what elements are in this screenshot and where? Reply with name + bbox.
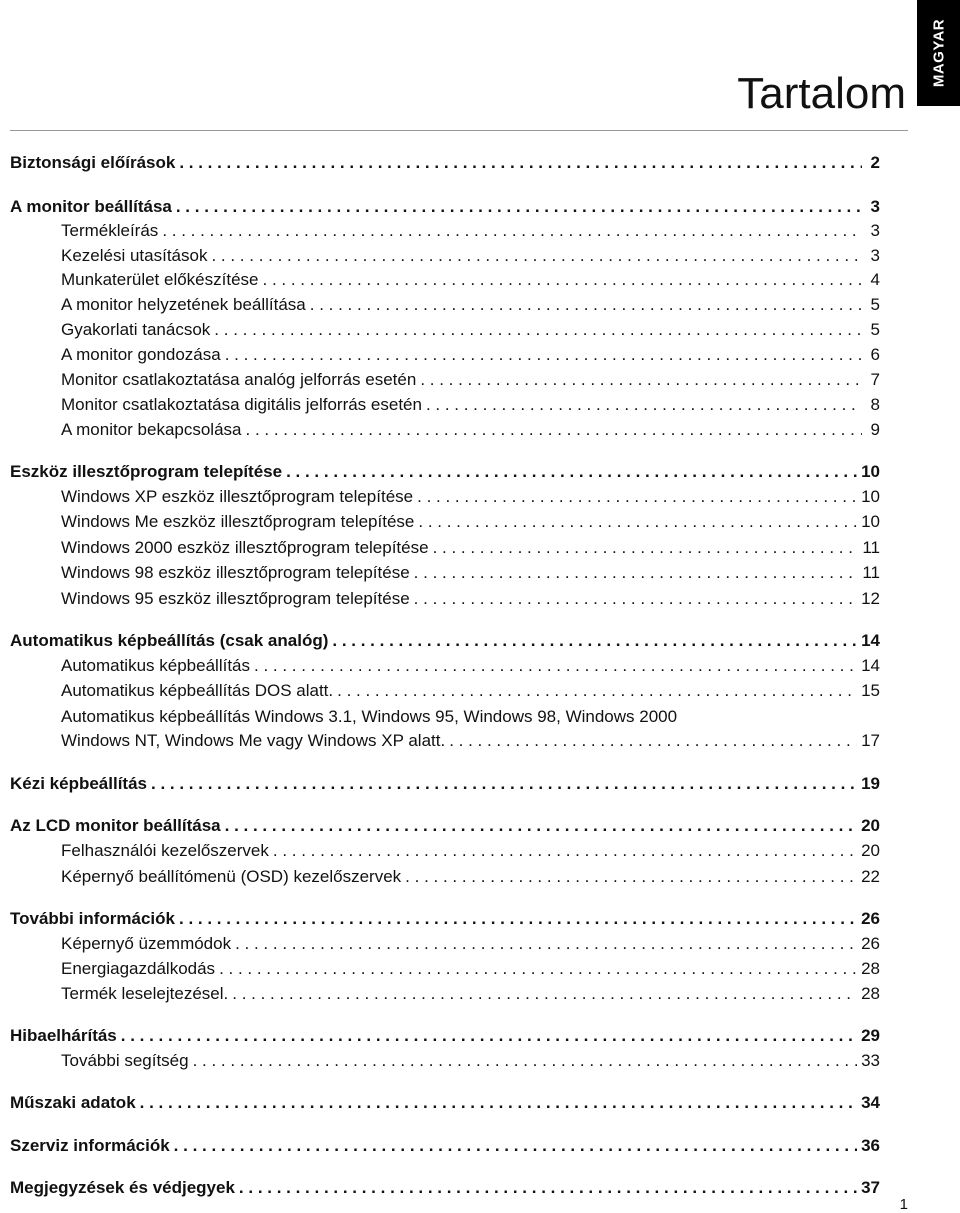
- toc-entry-label: A monitor beállítása: [10, 197, 172, 216]
- toc-entry-page: 7: [870, 370, 880, 389]
- toc-entry[interactable]: [10, 395, 880, 417]
- toc-entry[interactable]: [10, 246, 880, 268]
- toc-entry-label: Gyakorlati tanácsok: [61, 320, 211, 339]
- toc-entry[interactable]: [10, 370, 880, 392]
- toc-entry-label: Képernyő beállítómenü (OSD) kezelőszervek: [61, 867, 402, 886]
- toc-entry-page: 9: [870, 420, 880, 439]
- toc-entry-page: 19: [861, 774, 880, 793]
- dot-leader: [219, 959, 857, 979]
- dot-leader: [449, 731, 857, 751]
- toc-entry[interactable]: [10, 656, 880, 678]
- toc-entry[interactable]: [10, 487, 880, 509]
- toc-entry[interactable]: [10, 420, 880, 442]
- dot-leader: [273, 841, 857, 861]
- dot-leader: [225, 816, 857, 836]
- toc-entry-label: További segítség: [61, 1051, 189, 1070]
- toc-entry[interactable]: [10, 867, 880, 889]
- dot-leader: [286, 462, 857, 482]
- dot-leader: [193, 1051, 857, 1071]
- toc-entry[interactable]: [10, 197, 880, 219]
- toc-entry[interactable]: [10, 589, 880, 611]
- toc-entry-page: 37: [861, 1178, 880, 1197]
- toc-entry-page: 14: [861, 631, 880, 650]
- toc-entry-label: Automatikus képbeállítás DOS alatt.: [61, 681, 334, 700]
- toc-entry[interactable]: [10, 1051, 880, 1073]
- dot-leader: [179, 909, 857, 929]
- toc-entry-label: Monitor csatlakoztatása digitális jelforrás esetén: [61, 395, 422, 414]
- toc-entry[interactable]: [10, 1136, 880, 1158]
- toc-entry-page: 36: [861, 1136, 880, 1155]
- toc-entry-label: Szerviz információk: [10, 1136, 170, 1155]
- dot-leader: [254, 656, 857, 676]
- toc-entry[interactable]: [10, 934, 880, 956]
- dot-leader: [211, 246, 862, 266]
- dot-leader: [417, 487, 857, 507]
- toc-entry[interactable]: [10, 538, 880, 560]
- toc-entry[interactable]: [10, 774, 880, 796]
- toc-entry[interactable]: [10, 270, 880, 292]
- dot-leader: [235, 934, 857, 954]
- toc-entry-page: 10: [861, 462, 880, 481]
- toc-entry-label: Monitor csatlakoztatása analóg jelforrás esetén: [61, 370, 417, 389]
- dot-leader: [151, 774, 857, 794]
- toc-entry[interactable]: [10, 563, 880, 585]
- dot-leader: [310, 295, 862, 315]
- page-title: Tartalom: [737, 69, 906, 118]
- dot-leader: [332, 631, 857, 651]
- toc-entry-label: A monitor helyzetének beállítása: [61, 295, 306, 314]
- toc-entry-label: Eszköz illesztőprogram telepítése: [10, 462, 283, 481]
- toc-entry[interactable]: [10, 512, 880, 534]
- toc-entry[interactable]: [10, 320, 880, 342]
- toc-entry-label: Kézi képbeállítás: [10, 774, 148, 793]
- toc-entry-label: Felhasználói kezelőszervek: [61, 841, 269, 860]
- table-of-contents: [10, 0, 880, 1211]
- dot-leader: [405, 867, 857, 887]
- toc-entry-page: 26: [861, 934, 880, 953]
- toc-entry[interactable]: [10, 959, 880, 981]
- toc-entry-page: 12: [861, 589, 880, 608]
- dot-leader: [162, 221, 862, 241]
- toc-entry-page: 26: [861, 909, 880, 928]
- toc-entry-page: 6: [870, 345, 880, 364]
- toc-entry-label: Automatikus képbeállítás (csak analóg): [10, 631, 329, 650]
- toc-entry-page: 20: [861, 841, 880, 860]
- toc-entry-label: A monitor bekapcsolása: [61, 420, 242, 439]
- toc-entry-page: 3: [870, 221, 880, 240]
- toc-entry[interactable]: [10, 462, 880, 484]
- dot-leader: [176, 197, 862, 217]
- toc-entry[interactable]: [10, 153, 880, 175]
- toc-entry-label: Energiagazdálkodás: [61, 959, 216, 978]
- toc-entry-label: Windows NT, Windows Me vagy Windows XP alatt.: [61, 731, 446, 750]
- toc-entry-page: 10: [861, 512, 880, 531]
- toc-entry-page: 4: [870, 270, 880, 289]
- page-number: 1: [899, 1196, 908, 1213]
- dot-leader: [414, 563, 859, 583]
- dot-leader: [426, 395, 862, 415]
- toc-entry-page: 5: [870, 320, 880, 339]
- toc-entry-label: Műszaki adatok: [10, 1093, 136, 1112]
- toc-entry-page: 2: [870, 153, 880, 172]
- toc-entry-label: A monitor gondozása: [61, 345, 221, 364]
- toc-entry-label: Windows 2000 eszköz illesztőprogram telepítése: [61, 538, 429, 557]
- dot-leader: [179, 153, 862, 173]
- dot-leader: [214, 320, 862, 340]
- dot-leader: [232, 984, 857, 1004]
- toc-entry[interactable]: [10, 909, 880, 931]
- toc-entry-label: Hibaelhárítás: [10, 1026, 117, 1045]
- toc-entry[interactable]: [10, 221, 880, 243]
- toc-entry[interactable]: [10, 345, 880, 367]
- toc-entry-label: Windows Me eszköz illesztőprogram telepítése: [61, 512, 415, 531]
- toc-entry[interactable]: [10, 1178, 880, 1200]
- toc-entry-page: 34: [861, 1093, 880, 1112]
- toc-entry[interactable]: [10, 731, 880, 753]
- toc-entry-label: Kezelési utasítások: [61, 246, 208, 265]
- toc-entry-page: 17: [861, 731, 880, 750]
- toc-entry-label: Windows 95 eszköz illesztőprogram telepítése: [61, 589, 410, 608]
- toc-entry-label: Windows 98 eszköz illesztőprogram telepítése: [61, 563, 410, 582]
- toc-entry-label-continued[interactable]: Automatikus képbeállítás Windows 3.1, Windows 95, Windows 98, Windows 2000: [61, 707, 678, 726]
- toc-entry-page: 11: [862, 563, 880, 582]
- toc-entry-label: Automatikus képbeállítás: [61, 656, 250, 675]
- toc-entry-page: 11: [862, 538, 880, 557]
- toc-entry-page: 3: [870, 197, 880, 216]
- dot-leader: [239, 1178, 857, 1198]
- dot-leader: [225, 345, 862, 365]
- toc-entry[interactable]: [10, 1026, 880, 1048]
- toc-entry-page: 20: [861, 816, 880, 835]
- dot-leader: [121, 1026, 857, 1046]
- dot-leader: [418, 512, 857, 532]
- toc-entry-page: 3: [870, 246, 880, 265]
- toc-entry[interactable]: [10, 1093, 880, 1115]
- toc-entry-page: 10: [861, 487, 880, 506]
- toc-entry-label: További információk: [10, 909, 175, 928]
- toc-entry-page: 14: [861, 656, 880, 675]
- toc-entry-page: 22: [861, 867, 880, 886]
- toc-entry-label: Képernyő üzemmódok: [61, 934, 232, 953]
- toc-entry-label: Munkaterület előkészítése: [61, 270, 259, 289]
- toc-entry-page: 29: [861, 1026, 880, 1045]
- toc-entry[interactable]: [10, 841, 880, 863]
- toc-entry[interactable]: [10, 984, 880, 1006]
- language-tab: [917, 0, 960, 106]
- dot-leader: [246, 420, 863, 440]
- dot-leader: [174, 1136, 857, 1156]
- toc-entry-page: 28: [861, 959, 880, 978]
- dot-leader: [337, 681, 857, 701]
- dot-leader: [420, 370, 862, 390]
- toc-entry-label: Windows XP eszköz illesztőprogram telepítése: [61, 487, 414, 506]
- dot-leader: [140, 1093, 857, 1113]
- toc-entry[interactable]: [10, 631, 880, 653]
- toc-entry-label: Termékleírás: [61, 221, 159, 240]
- toc-entry-label: Termék leselejtezésel.: [61, 984, 229, 1003]
- dot-leader: [414, 589, 857, 609]
- toc-entry-page: 33: [861, 1051, 880, 1070]
- toc-entry[interactable]: [10, 681, 880, 703]
- toc-entry[interactable]: [10, 295, 880, 317]
- language-tab-label: MAGYAR: [930, 18, 947, 88]
- toc-entry-page: 28: [861, 984, 880, 1003]
- dot-leader: [433, 538, 859, 558]
- toc-entry[interactable]: [10, 816, 880, 838]
- toc-entry-label: Megjegyzések és védjegyek: [10, 1178, 235, 1197]
- toc-entry-label: Az LCD monitor beállítása: [10, 816, 221, 835]
- toc-entry-label: Biztonsági előírások: [10, 153, 176, 172]
- toc-entry-page: 8: [870, 395, 880, 414]
- toc-entry-page: 15: [861, 681, 880, 700]
- toc-entry-page: 5: [870, 295, 880, 314]
- dot-leader: [263, 270, 863, 290]
